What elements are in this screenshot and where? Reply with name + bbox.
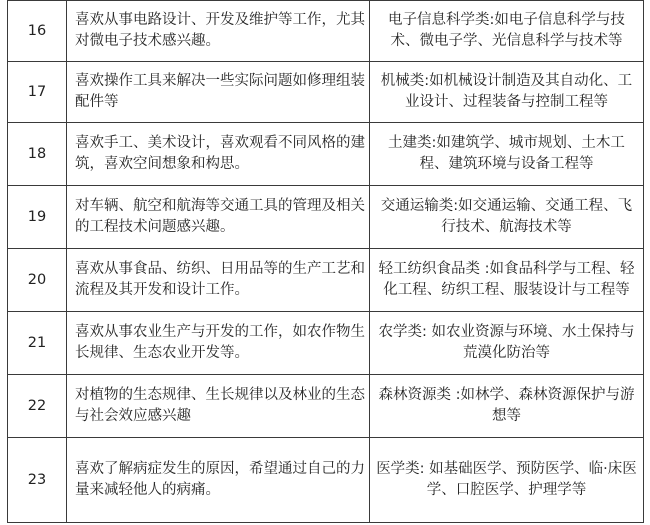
major-category: 电子信息科学类:如电子信息科学与技术、微电子学、光信息科学与技术等 [388,12,625,49]
major-category-cell [370,1,644,62]
major-category-cell [370,438,644,523]
row-number: 20 [8,249,67,312]
major-category-cell [370,123,644,186]
major-category: 医学类: 如基础医学、预防医学、临·床医学、口腔医学、护理学等 [376,461,637,498]
table-row [8,312,644,375]
interest-description: 喜欢从事电路设计、开发及维护等工作，尤其对微电子技术感兴趣。 [67,1,370,62]
row-number: 18 [8,123,67,186]
interest-description: 喜欢从事农业生产与开发的工作，如农作物生长规律、生态农业开发等。 [67,312,370,375]
row-number: 16 [8,1,67,62]
interest-description: 喜欢从事食品、纺织、日用品等的生产工艺和流程及其开发和设计工作。 [67,249,370,312]
major-category: 轻工纺织食品类 :如食品科学与工程、轻化工程、纺织工程、服装设计与工程等 [378,261,635,298]
table-row [8,1,644,62]
table-body [8,1,644,523]
major-category: 机械类:如机械设计制造及其自动化、工业设计、过程装备与控制工程等 [380,73,633,110]
interest-description: 喜欢操作工具来解决一些实际问题如修理组装配件等 [67,62,370,123]
major-category: 森林资源类 :如林学、森林资源保护与游想等 [378,387,635,424]
interest-description: 喜欢手工、美术设计，喜欢观看不同风格的建筑，喜欢空间想象和构思。 [67,123,370,186]
row-number: 23 [8,438,67,523]
major-category: 土建类:如建筑学、城市规划、土木工程、建筑环境与设备工程等 [388,135,625,172]
interest-description: 喜欢了解病症发生的原因，希望通过自己的力量来减轻他人的病痛。 [67,438,370,523]
major-category-cell [370,186,644,249]
row-number: 17 [8,62,67,123]
major-category-cell [370,375,644,438]
row-number: 21 [8,312,67,375]
major-category-cell [370,249,644,312]
interest-description: 对植物的生态规律、生长规律以及林业的生态与社会效应感兴趣 [67,375,370,438]
table-row [8,249,644,312]
table-row [8,186,644,249]
major-category: 交通运输类:如交通运输、交通工程、飞行技术、航海技术等 [380,198,633,235]
major-category-cell [370,62,644,123]
table-row [8,438,644,523]
table-row [8,375,644,438]
major-category-cell [370,312,644,375]
interest-major-table [7,0,644,523]
row-number: 19 [8,186,67,249]
interest-description: 对车辆、航空和航海等交通工具的管理及相关的工程技术问题感兴趣。 [67,186,370,249]
major-category: 农学类: 如农业资源与环境、水土保持与荒漠化防治等 [378,324,635,361]
table-row [8,123,644,186]
table-row [8,62,644,123]
row-number: 22 [8,375,67,438]
